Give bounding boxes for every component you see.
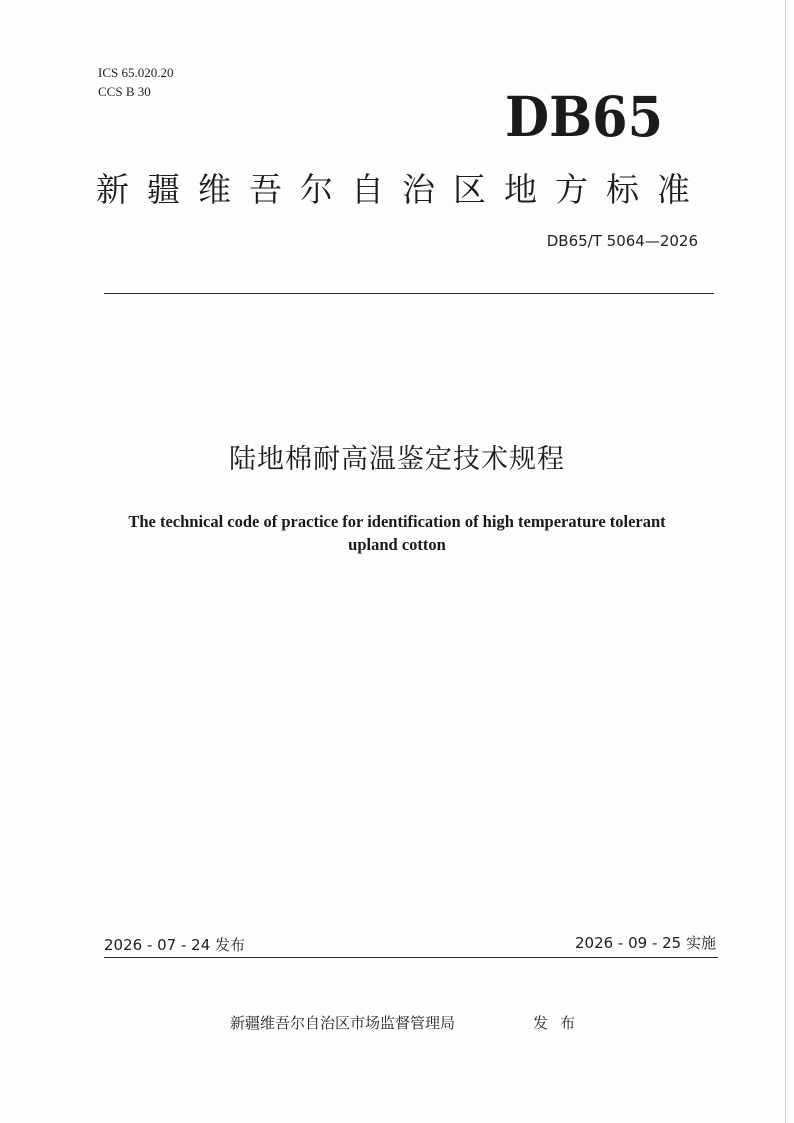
chinese-title: 陆地棉耐高温鉴定技术规程 bbox=[229, 444, 565, 475]
english-title bbox=[110, 510, 684, 556]
english-title-line-1: The technical code of practice for identification of high temperature tolerant bbox=[128, 512, 666, 531]
classification-codes bbox=[98, 63, 173, 101]
footer-divider bbox=[104, 957, 718, 958]
publisher-name: 新疆维吾尔自治区市场监督管理局 bbox=[230, 1014, 456, 1032]
standard-category-title: 新疆维吾尔自治区地方标准 bbox=[96, 170, 708, 209]
standard-number: DB65/T 5064—2026 bbox=[546, 232, 698, 250]
header-divider bbox=[104, 293, 714, 294]
db65-logo-text: DB65 bbox=[505, 86, 663, 146]
ics-code: ICS 65.020.20 bbox=[98, 65, 174, 80]
issue-date: 2026 - 07 - 24 发布 bbox=[104, 936, 246, 954]
implementation-date: 2026 - 09 - 25 实施 bbox=[574, 934, 716, 952]
publish-label: 发布 bbox=[533, 1014, 588, 1032]
ccs-code: CCS B 30 bbox=[98, 84, 151, 99]
english-title-line-2: upland cotton bbox=[348, 535, 446, 554]
db65-logo bbox=[505, 86, 665, 146]
scan-edge-line bbox=[785, 0, 786, 1123]
